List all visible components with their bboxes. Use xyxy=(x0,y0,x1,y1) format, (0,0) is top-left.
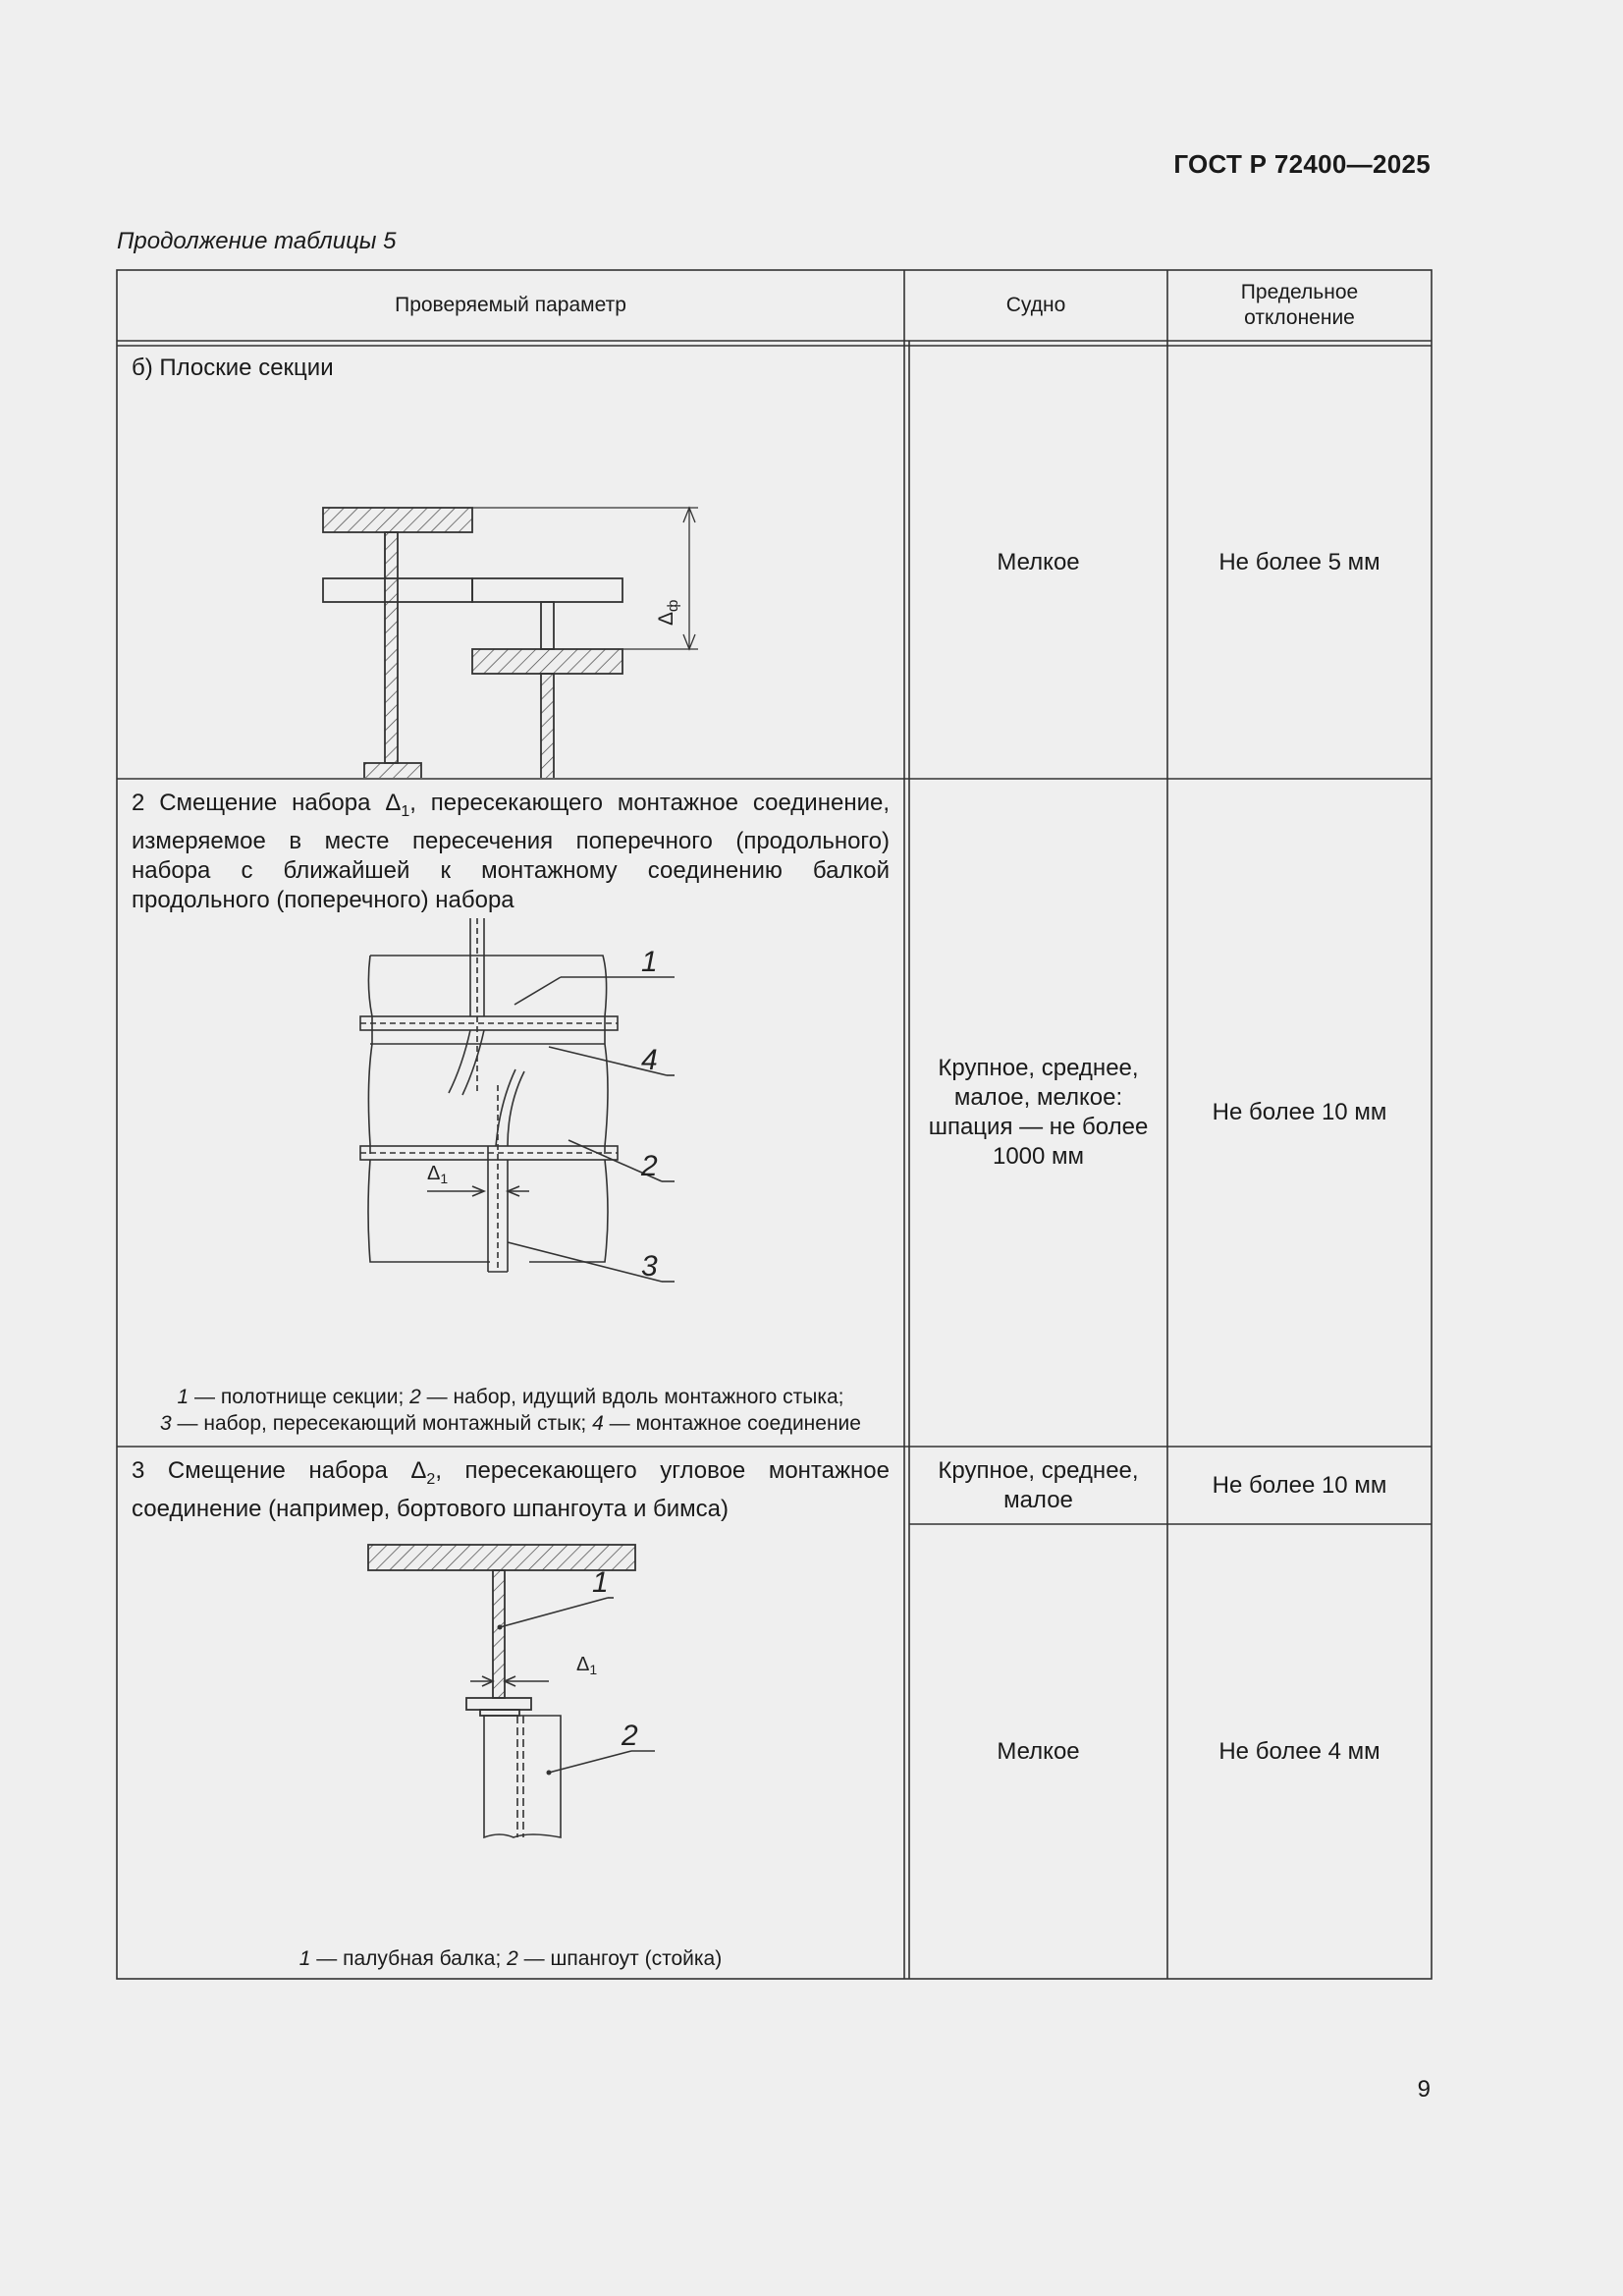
document-code: ГОСТ Р 72400—2025 xyxy=(1173,149,1431,179)
col-header-parameter: Проверяемый параметр xyxy=(395,294,626,316)
row3a-deviation: Не более 10 мм xyxy=(1212,1471,1387,1499)
row2-figure-caption: 1 — полотнище секции; 2 — набор, идущий вдоль монтажного стыка; 3 — набор, пересекающий монтажный стык; 4 — монтажное соединение xyxy=(160,1386,861,1435)
col-header-deviation: Предельное отклонение xyxy=(1240,281,1359,329)
callout-1: 1 xyxy=(592,1566,609,1599)
row3-figure-caption: 1 — палубная балка; 2 — шпангоут (стойка) xyxy=(298,1947,723,1970)
figure-corner-joint xyxy=(117,1537,904,1949)
row3-text: 3 Смещение набора $\Delta_2$, пересекающего угловое монтажное соединение (например, бортового шпангоута и бимса) xyxy=(132,1457,890,1522)
row1-title: б) Плоские секции xyxy=(132,355,334,381)
delta-1-label: $\Delta_1$ xyxy=(576,1654,598,1677)
table-5 xyxy=(117,270,1432,1979)
row3b-vessel: Мелкое xyxy=(997,1737,1080,1765)
callout-4: 4 xyxy=(641,1044,658,1076)
callout-1: 1 xyxy=(641,946,658,978)
row2-text: 2 Смещение набора $\Delta_1$, пересекающего монтажное соединение, измеряемое в месте пересечения поперечного (продольного) набора с ближайшей к монтажному соединению балкой продольного (поперечного) набора xyxy=(132,790,890,913)
row1-vessel: Мелкое xyxy=(997,548,1080,575)
figure-flat-sections xyxy=(117,346,904,778)
table-continuation-label: Продолжение таблицы 5 xyxy=(117,228,397,254)
col-header-vessel: Судно xyxy=(1005,294,1066,316)
page-number: 9 xyxy=(1417,2076,1431,2103)
callout-3: 3 xyxy=(641,1250,658,1283)
figure-assembly-joint xyxy=(117,918,904,1331)
row3b-deviation: Не более 4 мм xyxy=(1218,1737,1380,1765)
figure-delta-label: $\Delta_ф$ xyxy=(655,599,681,626)
row2-deviation: Не более 10 мм xyxy=(1212,1099,1387,1125)
row3a-vessel: Крупное, среднее, малое xyxy=(938,1456,1139,1513)
row2-vessel: Крупное, среднее, малое, мелкое: шпация — не более 1000 мм xyxy=(928,1055,1149,1170)
delta-1-label: $\Delta_1$ xyxy=(427,1163,449,1186)
callout-2: 2 xyxy=(622,1720,638,1752)
callout-2: 2 xyxy=(641,1150,658,1182)
row1-deviation: Не более 5 мм xyxy=(1218,548,1380,575)
